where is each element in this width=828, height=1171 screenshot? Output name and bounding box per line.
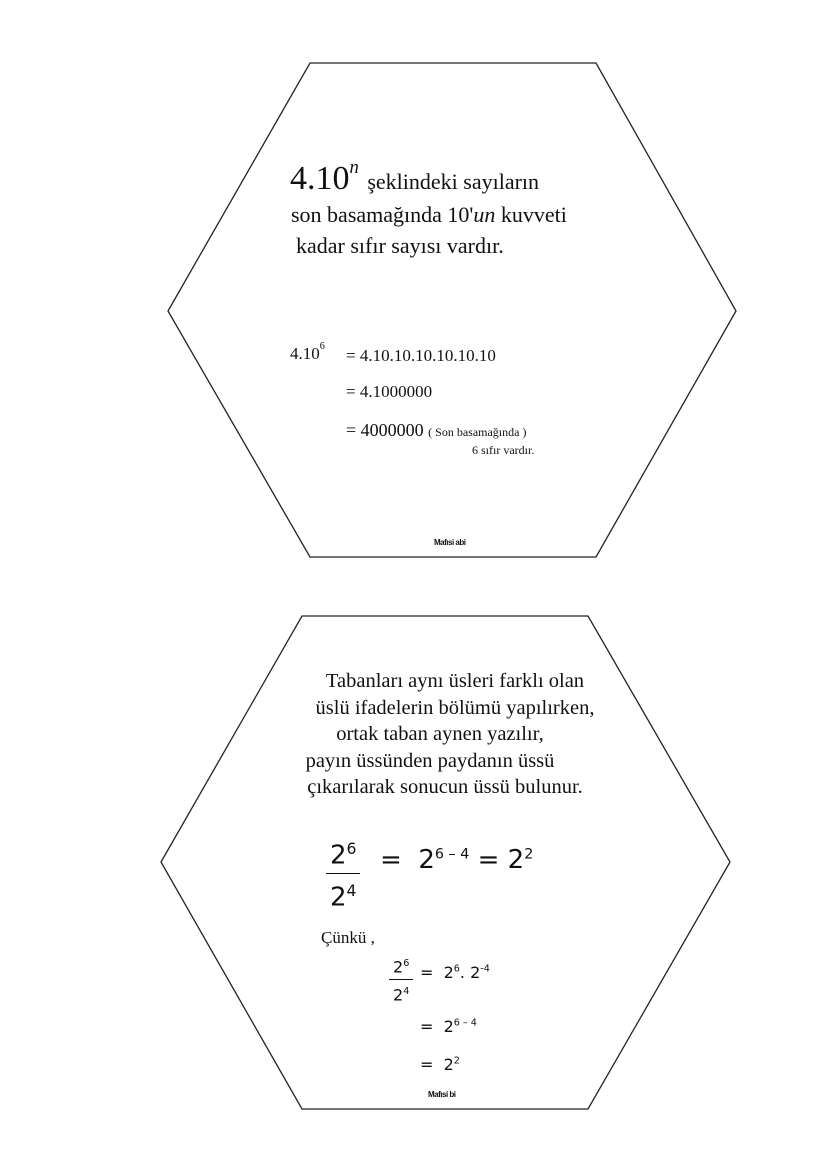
rule-line: payın üssünden paydanın üssü: [305, 749, 555, 772]
power-exponent: n: [349, 156, 359, 178]
main-fraction: [326, 832, 360, 914]
proof-row-3: [420, 1055, 460, 1074]
rule-line: üslü ifadelerin bölümü yapılırken,: [315, 696, 595, 719]
numerator: [326, 832, 360, 874]
line2-text: son basamağında 10': [291, 202, 474, 227]
base: 2: [330, 840, 347, 871]
exponent: 6: [403, 958, 410, 969]
because-label: Çünkü ,: [321, 928, 375, 947]
equals: =: [380, 845, 402, 875]
rule-line: Tabanları aynı üsleri farklı olan: [325, 670, 585, 692]
denominator: [389, 980, 413, 1007]
exponent: 2: [524, 846, 534, 863]
example-exponent: 6: [319, 341, 325, 353]
base: 2: [330, 882, 347, 913]
hexagon-card-1: [168, 63, 736, 557]
proof-row-2: [420, 1017, 477, 1036]
watermark: Mafısi abi: [434, 538, 466, 547]
exponent: 4: [346, 881, 357, 900]
rule-line: ortak taban aynen yazılır,: [336, 723, 544, 745]
exponent: 2: [453, 1055, 460, 1067]
main-formula-rhs: [380, 845, 533, 875]
example-note: ( Son basamağında ): [428, 425, 527, 439]
base: 2: [393, 957, 404, 977]
exponent: -4: [480, 963, 490, 975]
equals: =: [477, 845, 500, 875]
heading-text: şeklindeki sayıların: [367, 169, 540, 194]
dot: .: [459, 963, 465, 982]
exponent: 6: [453, 963, 460, 975]
base: 2: [470, 963, 481, 982]
watermark: Mafısi bi: [428, 1090, 456, 1099]
example-base: 4.10: [290, 344, 320, 363]
base: 2: [418, 845, 435, 875]
power-base: 4.10: [290, 160, 350, 197]
example-row-1: = 4.10.10.10.10.10.10: [346, 346, 496, 365]
base: 2: [443, 1055, 454, 1074]
rule-text: [240, 668, 670, 801]
example-row-2: = 4.1000000: [346, 382, 433, 401]
line2-italic: un: [473, 202, 496, 227]
equals: =: [420, 1055, 434, 1074]
example-lhs: [290, 341, 325, 364]
rule-line-2: [291, 202, 567, 228]
rule-heading: [290, 156, 540, 198]
small-fraction: [389, 952, 413, 1008]
equals: =: [420, 1017, 434, 1036]
equals: =: [420, 963, 434, 982]
exponent: 6 – 4: [453, 1017, 477, 1029]
line2-text-end: kuvveti: [500, 202, 567, 227]
exponent: 6 – 4: [434, 846, 470, 863]
rule-line: çıkarılarak sonucun üssü bulunur.: [307, 776, 583, 798]
rule-line-3: kadar sıfır sayısı vardır.: [296, 233, 504, 258]
example-result: = 4000000: [346, 420, 424, 440]
proof-row-1: [420, 963, 490, 982]
example-note-2: 6 sıfır vardır.: [472, 443, 535, 457]
exponent: 6: [346, 840, 357, 858]
example-row-3: [346, 420, 526, 441]
denominator: [326, 874, 360, 915]
exponent: 4: [403, 986, 410, 998]
base: 2: [507, 845, 525, 875]
base: 2: [393, 985, 404, 1005]
numerator: [389, 952, 413, 980]
base: 2: [443, 963, 454, 982]
base: 2: [443, 1017, 454, 1036]
